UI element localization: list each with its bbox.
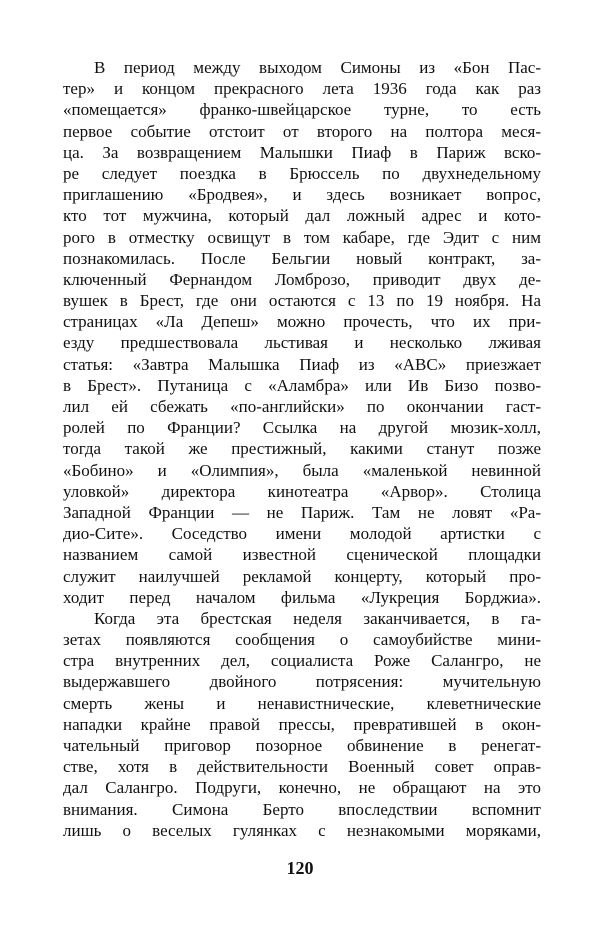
text-line: ходит перед началом фильма «Лукреция Борджиа». [63, 587, 541, 607]
text-line: названием самой известной сценической площадки [63, 545, 541, 565]
text-line: приглашению «Бродвея», и здесь возникает вопрос, [63, 185, 541, 205]
text-line: статья: «Завтра Малышка Пиаф из «АВС» приезжает [63, 354, 541, 374]
text-line: страницах «Ла Депеш» можно прочесть, что их при- [63, 312, 541, 332]
text-line: рого в отместку освищут в том кабаре, где Эдит с ним [63, 227, 541, 247]
text-line: стве, хотя в действительности Военный совет оправ- [63, 757, 541, 777]
text-line: смерть жены и ненавистнические, клеветнические [63, 693, 541, 713]
text-line: «помещается» франко-швейцарское турне, то есть [63, 100, 541, 120]
text-line: ключенный Фернандом Ломброзо, приводит двух де- [63, 269, 541, 289]
page-number: 120 [286, 858, 314, 878]
text-line: дио-Сите». Соседство имени молодой артистки с [63, 524, 541, 544]
paragraph [63, 57, 541, 608]
text-line: тер» и концом прекрасного лета 1936 года как раз [63, 79, 541, 99]
text-line: лил ей сбежать «по-английски» по окончании гаст- [63, 397, 541, 416]
text-line: зетах появляются сообщения о самоубийстве мини- [63, 630, 541, 650]
text-line: служит наилучшей рекламой концерту, который про- [63, 566, 541, 586]
text-line: ца. За возвращением Малышки Пиаф в Париж вско- [63, 142, 541, 162]
text-line: чательный приговор позорное обвинение в ренегат- [63, 736, 541, 755]
text-line: Западной Франции — не Париж. Там не ловят «Ра- [63, 502, 541, 522]
text-line: кто тот мужчина, который дал ложный адрес и кото- [63, 206, 541, 226]
text-line: уловкой» директора кинотеатра «Арвор». Столица [63, 481, 541, 501]
text-line: вушек в Брест, где они остаются с 13 по 19 ноября. На [63, 291, 541, 311]
text-line: ролей по Франции? Ссылка на другой мюзик-холл, [63, 418, 541, 438]
body-text [63, 57, 541, 841]
text-line: Когда эта брестская неделя заканчивается, в га- [94, 608, 541, 628]
text-line: выдержавшего двойного потрясения: мучительную [63, 672, 541, 692]
text-line: в Брест». Путаница с «Аламбра» или Ив Бизо позво- [63, 375, 541, 395]
text-line: тогда такой же престижный, какими станут позже [63, 439, 541, 459]
text-line: нападки крайне правой прессы, превратившей в окон- [63, 714, 541, 734]
paragraph [63, 608, 541, 841]
text-line: первое событие отстоит от второго на полтора меся- [63, 121, 541, 141]
text-line: познакомилась. После Бельгии новый контракт, за- [63, 248, 541, 268]
text-line: внимания. Симона Берто впоследствии вспомнит [63, 799, 541, 819]
text-line: В период между выходом Симоны из «Бон Пас- [94, 58, 541, 77]
text-line: стра внутренних дел, социалиста Роже Салангро, не [63, 651, 541, 671]
text-line: лишь о веселых гулянках с незнакомыми моряками, [63, 820, 541, 840]
text-line: «Бобино» и «Олимпия», была «маленькой невинной [63, 460, 541, 480]
text-line: езду предшествовала льстивая и несколько лживая [63, 333, 541, 353]
text-line: дал Салангро. Подруги, конечно, не обращают на это [63, 778, 541, 798]
text-line: ре следует поездка в Брюссель по двухнедельному [63, 163, 541, 183]
